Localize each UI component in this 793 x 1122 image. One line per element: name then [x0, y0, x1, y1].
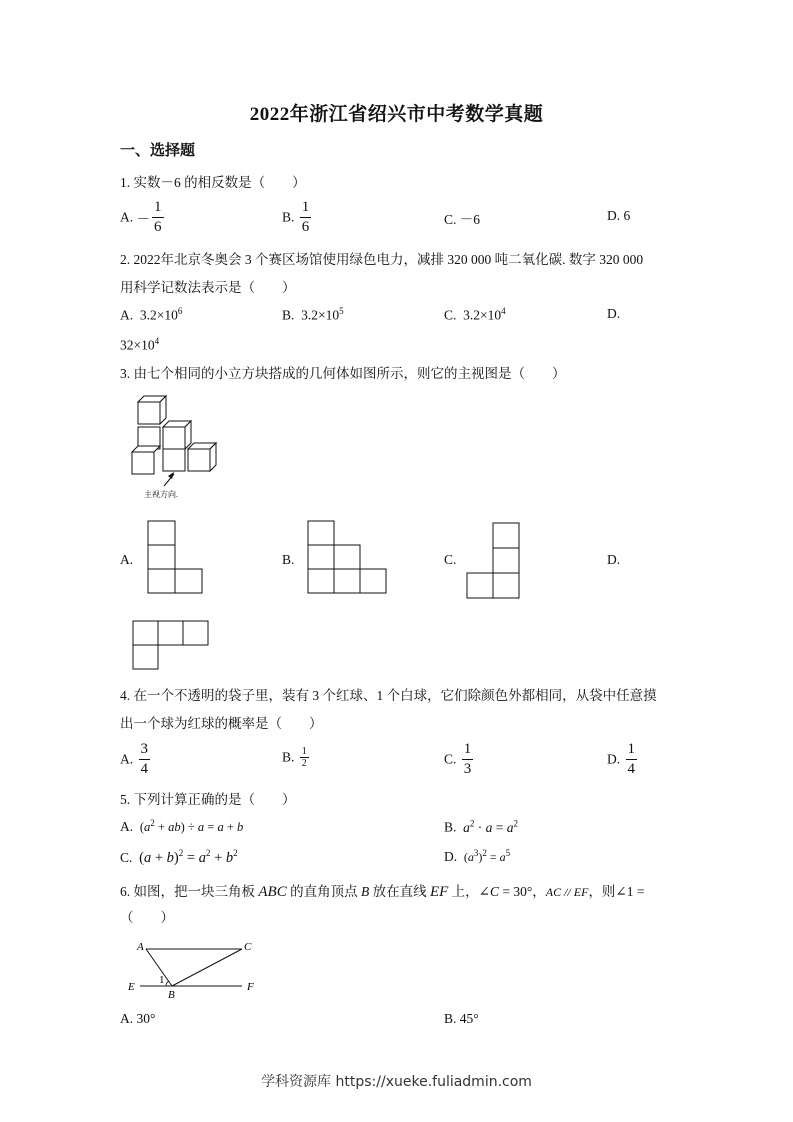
q2-b-label: B.	[282, 307, 295, 323]
q2-b-exp: 5	[339, 306, 344, 316]
q1-b-fraction: $\frac{1}{6}$	[301, 199, 310, 235]
q3-option-c-figure[interactable]	[466, 522, 524, 600]
view-direction-caption: 主视方向.	[144, 490, 178, 499]
q1-option-d[interactable]: D. 6	[607, 208, 631, 223]
q1-a-sign: －	[136, 211, 150, 227]
q4-c-label: C.	[444, 751, 457, 767]
q1-option-a[interactable]	[120, 198, 166, 237]
q3-option-a-label[interactable]: A.	[120, 552, 134, 567]
q6-option-b[interactable]: B. 45°	[444, 1011, 479, 1026]
q2-a-exp: 6	[177, 306, 183, 316]
q4-b-label: B.	[282, 749, 295, 765]
q3-option-d-figure[interactable]	[132, 620, 214, 672]
q4-c-fraction: $\frac{1}{3}$	[463, 741, 472, 777]
q1-option-c[interactable]: C. －6	[444, 212, 481, 227]
q6-option-a[interactable]: A. 30°	[120, 1011, 156, 1026]
q5-b-label: B.	[444, 819, 457, 835]
question-4-line1: 4. 在一个不透明的袋子里，装有 3 个红球、1 个白球，它们除颜色外都相同，从袋中任意摸	[120, 688, 657, 703]
q2-a-base: 3.2×10	[139, 307, 178, 323]
section-heading: 一、选择题	[120, 143, 196, 159]
q2-c-base: 3.2×10	[463, 307, 502, 323]
q4-option-b[interactable]	[282, 746, 311, 769]
label-B: B	[168, 989, 175, 1001]
q5-a-label: A.	[120, 819, 134, 835]
q2-c-label: C.	[444, 307, 457, 323]
label-A: A	[137, 941, 144, 953]
q2-option-c[interactable]	[444, 306, 506, 324]
q1-option-b[interactable]	[282, 198, 313, 237]
question-2-line2: 用科学记数法表示是（ ）	[120, 280, 296, 295]
q1-b-label: B.	[282, 209, 295, 225]
q2-option-d[interactable]	[120, 336, 159, 354]
q2-option-d-label[interactable]: D.	[607, 306, 621, 321]
q2-d-exp: 4	[154, 336, 160, 346]
q4-d-label: D.	[607, 751, 621, 767]
q2-c-exp: 4	[501, 306, 506, 316]
q1-a-label: A.	[120, 209, 134, 225]
question-3-stem: 3. 由七个相同的小立方块搭成的几何体如图所示，则它的主视图是（ ）	[120, 366, 566, 381]
q5-option-a[interactable]	[120, 818, 243, 835]
question-6-line2: （ ）	[120, 910, 174, 925]
q3-option-a-figure[interactable]	[147, 520, 205, 596]
question-2-line1: 2. 2022年北京冬奥会 3 个赛区场馆使用绿色电力，减排 320 000 吨二氧化碳. 数字 320 000	[120, 252, 644, 267]
q3-option-c-label[interactable]: C.	[444, 552, 457, 567]
label-C: C	[244, 941, 252, 953]
question-6-line1: 6. 如图，把一块三角板 ABC 的直角顶点 B 放在直线 EF 上，∠C = 30°，AC // EF，则∠1 =	[120, 884, 645, 900]
q2-d-base: 32×10	[120, 337, 155, 353]
q3-option-b-figure[interactable]	[307, 520, 389, 596]
q4-a-fraction: $\frac{3}{4}$	[140, 741, 148, 777]
q3-option-d-label[interactable]: D.	[607, 552, 621, 567]
q4-b-fraction: $\frac{1}{2}$	[301, 746, 307, 769]
q4-option-d[interactable]	[607, 740, 639, 779]
label-angle-1: 1	[159, 974, 165, 986]
q5-option-c[interactable]	[120, 848, 238, 867]
footer-watermark: 学科资源库 https://xueke.fuliadmin.com	[261, 1074, 532, 1090]
q4-a-label: A.	[120, 751, 134, 767]
q5-c-label: C.	[120, 849, 133, 865]
q5-option-b[interactable]	[444, 818, 518, 836]
question-1-stem: 1. 实数－6 的相反数是（ ）	[120, 175, 306, 190]
page-title: 2022年浙江省绍兴市中考数学真题	[249, 104, 544, 125]
q5-d-label: D.	[444, 849, 458, 864]
q5-b-expression: $a^2 \cdot a = a^2$	[463, 818, 519, 835]
q4-option-a[interactable]	[120, 740, 152, 779]
label-E: E	[128, 981, 135, 993]
q2-b-base: 3.2×10	[301, 307, 340, 323]
question-5-stem: 5. 下列计算正确的是（ ）	[120, 792, 296, 807]
q1-a-fraction: $\frac{1}{6}$	[154, 199, 162, 235]
q2-option-b[interactable]	[282, 306, 344, 324]
question-4-line2: 出一个球为红球的概率是（ ）	[120, 716, 323, 731]
cube-stack-figure	[128, 390, 228, 502]
triangle-figure	[124, 936, 270, 1004]
q4-option-c[interactable]	[444, 740, 475, 779]
q2-a-label: A.	[120, 307, 134, 323]
label-F: F	[247, 981, 254, 993]
q3-option-b-label[interactable]: B.	[282, 552, 295, 567]
q5-option-d[interactable]	[444, 848, 510, 865]
q5-c-expression: $(a + b)^2 = a^2 + b^2$	[139, 848, 238, 866]
q5-a-expression: $(a^2 + ab) \div a = a + b$	[139, 818, 244, 835]
q4-d-fraction: $\frac{1}{4}$	[627, 741, 635, 777]
q2-option-a[interactable]	[120, 306, 182, 324]
q5-d-expression: $(a^3)^2 = a^5$	[463, 848, 511, 864]
